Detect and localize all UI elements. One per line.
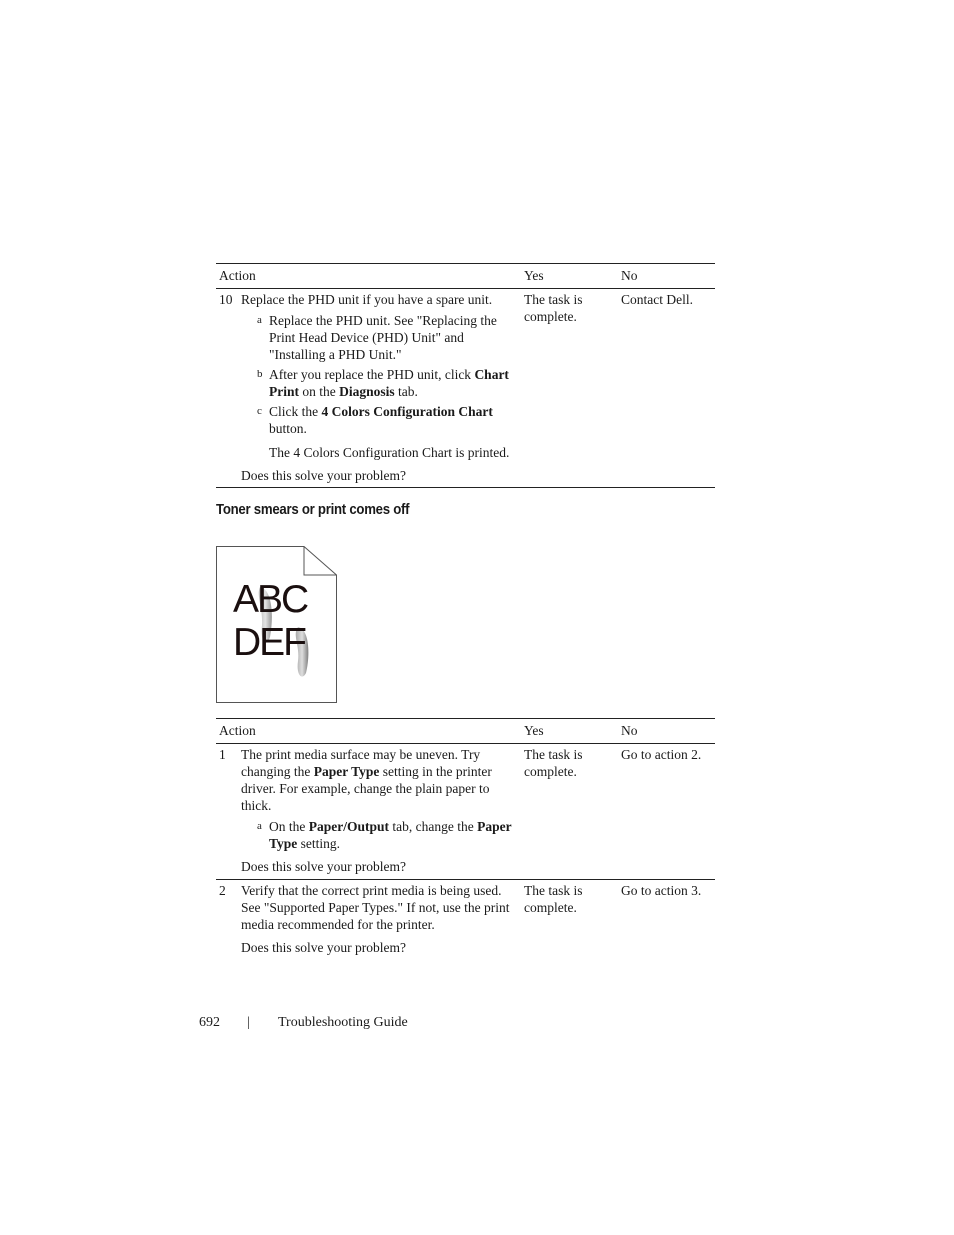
row-number: 2: [219, 883, 226, 898]
footer-title: Troubleshooting Guide: [278, 1015, 408, 1030]
action-text: Replace the PHD unit if you have a spare unit.: [241, 292, 493, 307]
action-text-part: The print media surface may be uneven. Try changing the: [241, 747, 481, 779]
step-marker: b: [257, 368, 263, 380]
step-text: setting.: [297, 836, 341, 851]
step-text: After you replace the PHD unit, click: [269, 367, 475, 382]
result-text: The 4 Colors Configuration Chart is printed.: [269, 445, 510, 460]
header-action: Action: [219, 268, 256, 283]
yes-text: The task is complete.: [524, 292, 583, 324]
table-header: [216, 263, 715, 289]
row-number: 10: [219, 292, 233, 307]
step-text: tab, change the: [389, 819, 478, 834]
question-text: Does this solve your problem?: [241, 859, 406, 874]
header-no: No: [621, 268, 638, 283]
step-text: Click the: [269, 404, 322, 419]
smeared-print-illustration: [216, 545, 338, 704]
yes-text: The task is complete.: [524, 883, 583, 915]
table-row: [216, 744, 715, 880]
table-row: [216, 289, 715, 488]
step-a: [257, 312, 519, 363]
step-b: [257, 366, 519, 400]
step-text: button.: [269, 421, 307, 436]
yes-text: The task is complete.: [524, 747, 583, 779]
footer-separator: |: [247, 1015, 250, 1030]
step-text: tab.: [394, 384, 418, 399]
troubleshooting-table-2: [216, 718, 715, 970]
no-text: Go to action 3.: [621, 883, 702, 898]
question-text: Does this solve your problem?: [241, 468, 406, 483]
header-action: Action: [219, 723, 256, 738]
paper-type-setting-label: Paper Type: [269, 819, 512, 851]
diagnosis-tab-label: Diagnosis: [339, 384, 395, 399]
paper-type-label: Paper Type: [313, 764, 380, 779]
action-text: [241, 746, 521, 814]
step-marker: a: [257, 314, 262, 326]
sample-text-line1: ABC: [233, 578, 308, 621]
table-header: [216, 718, 715, 744]
paper-output-tab-label: Paper/Output: [308, 819, 390, 834]
table-row: [216, 880, 715, 970]
step-marker: a: [257, 820, 262, 832]
no-text: Contact Dell.: [621, 292, 693, 307]
action-text: Verify that the correct print media is being used. See "Supported Paper Types." If not, use the print media recommended for the printer.: [241, 883, 510, 932]
sample-text-line2: DEF: [233, 621, 305, 664]
chart-print-label: Chart Print: [269, 367, 509, 399]
troubleshooting-table-1: [216, 263, 715, 488]
header-yes: Yes: [524, 268, 544, 283]
configuration-chart-button-label: 4 Colors Configuration Chart: [321, 404, 493, 419]
step-text: Replace the PHD unit. See "Replacing the Print Head Device (PHD) Unit" and "Installing a PHD Unit.": [269, 313, 497, 362]
header-no: No: [621, 723, 638, 738]
step-text: On the: [269, 819, 309, 834]
action-text-part: setting in the printer driver. For example, change the plain paper to thick.: [241, 764, 492, 813]
step-a: [257, 818, 519, 852]
question-text: Does this solve your problem?: [241, 940, 406, 955]
step-marker: c: [257, 405, 262, 417]
header-yes: Yes: [524, 723, 544, 738]
row-number: 1: [219, 747, 226, 762]
page-number: 692: [199, 1015, 220, 1030]
step-c: [257, 403, 519, 437]
section-title: Toner smears or print comes off: [216, 501, 410, 518]
step-text: on the: [299, 384, 340, 399]
no-text: Go to action 2.: [621, 747, 702, 762]
